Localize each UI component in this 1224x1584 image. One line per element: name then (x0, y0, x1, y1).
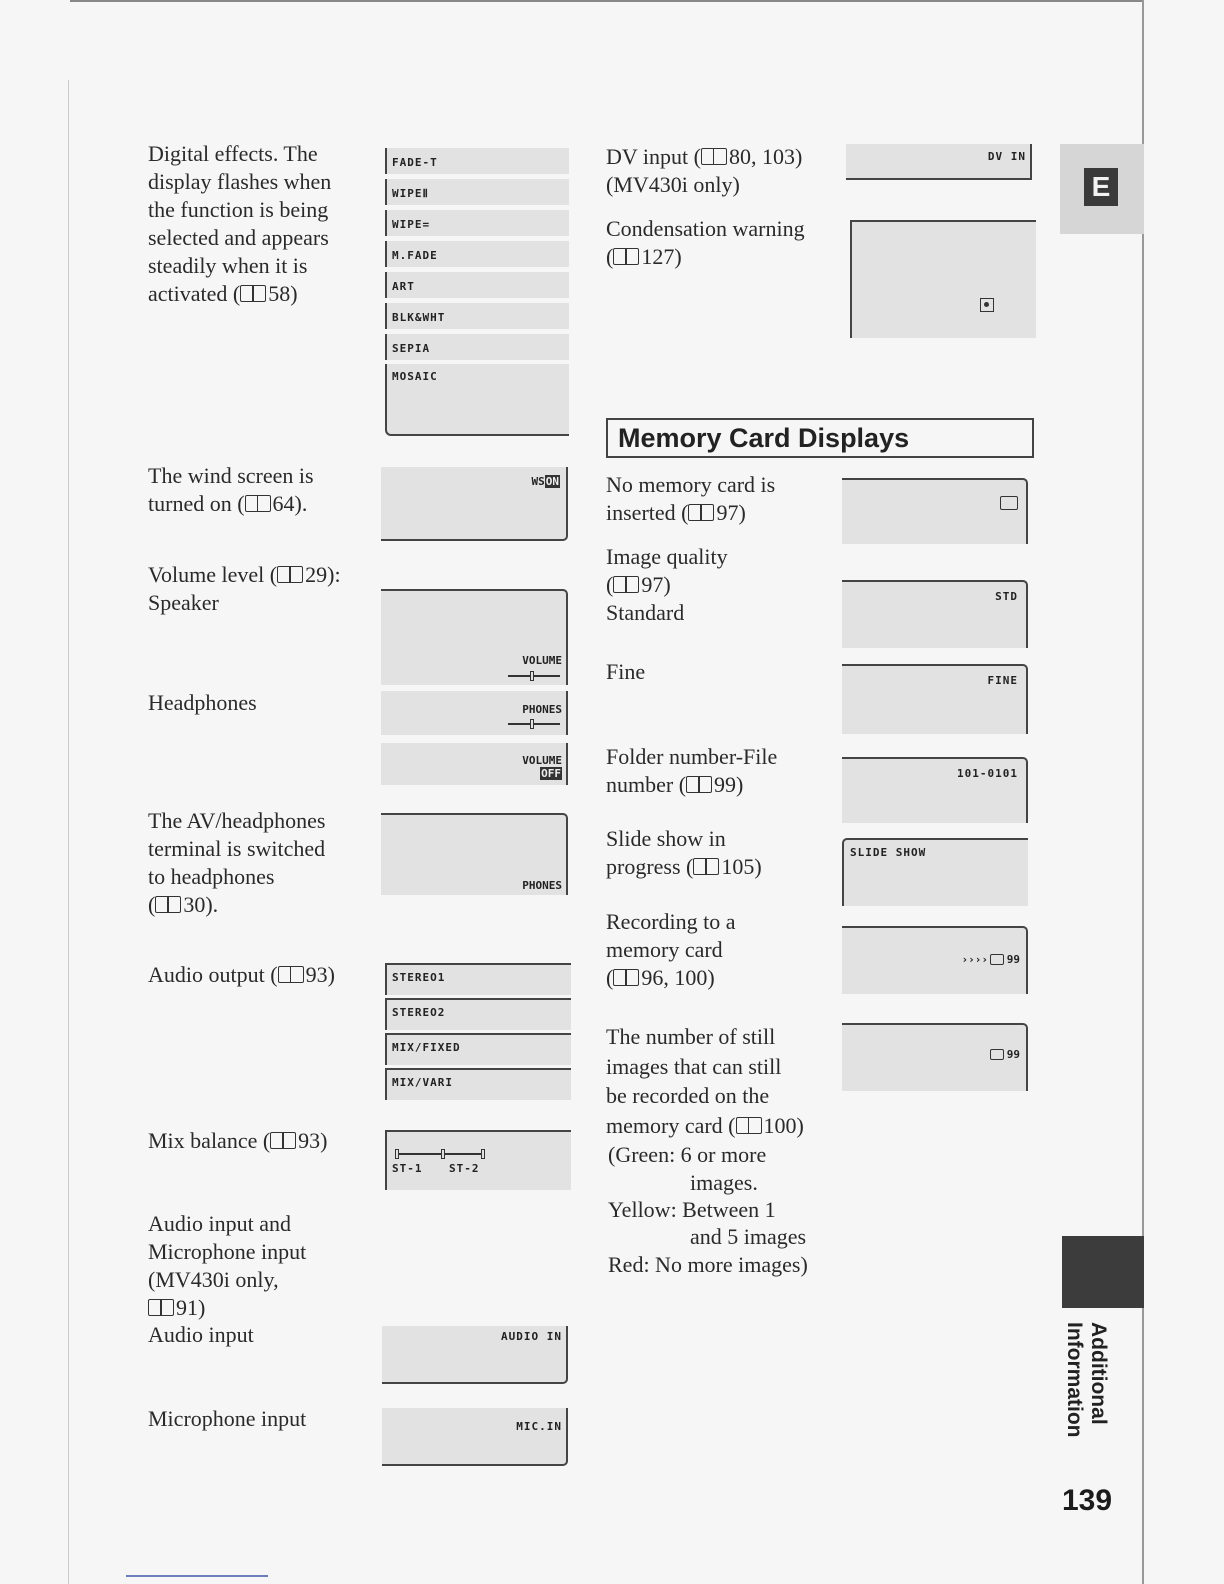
effect-screen-3 (385, 210, 569, 236)
std-label: STD (995, 590, 1018, 603)
remaining-count: 99 (1006, 1048, 1020, 1061)
condensation-display (850, 220, 1036, 338)
audio-input-text: Audio input (148, 1322, 254, 1347)
mix-balance-text: Mix balance ( 93) (148, 1128, 328, 1153)
digital-effects-text: Digital effects. The display flashes when the function is being selected and appears steadily when it is activated ( 58) (148, 141, 332, 306)
volume-off-display (381, 743, 568, 785)
effect-screen-8 (385, 364, 569, 436)
section-title: Memory Card Displays (618, 423, 910, 453)
off-indicator: OFF (541, 767, 561, 780)
audio-output-label: STEREO2 (392, 1006, 446, 1019)
effect-label: WIPE= (392, 218, 431, 231)
book-icon (736, 1117, 762, 1134)
folder-file-text: Folder number-File number ( 99) (606, 744, 778, 797)
book-icon (155, 896, 181, 913)
slide-show-label: SLIDE SHOW (850, 846, 927, 859)
memory-card-icon (1000, 496, 1018, 510)
effect-label: FADE-T (392, 156, 438, 169)
effect-label: M.FADE (392, 249, 438, 262)
book-icon (245, 495, 271, 512)
st1-label: ST-1 (392, 1162, 423, 1175)
section-title-box (606, 418, 1034, 458)
effect-screen-5 (385, 272, 569, 298)
image-quality-text: Image quality ( 97) Standard (606, 544, 728, 625)
effect-label: SEPIA (392, 342, 431, 355)
dv-in-label: DV IN (987, 150, 1026, 163)
headphones-text: Headphones (148, 690, 257, 715)
red-note: Red: No more images) (608, 1252, 808, 1277)
recording-arrows: ›››› (961, 953, 988, 966)
mic-input-display (382, 1408, 568, 1466)
audio-mic-input-text: Audio input and Microphone input (MV430i only, 91) (148, 1211, 307, 1320)
book-icon (277, 566, 303, 583)
effect-label: ART (392, 280, 415, 293)
av-headphones-display (381, 813, 568, 895)
fine-label: FINE (987, 674, 1018, 687)
green-note-2: images. (690, 1170, 758, 1195)
st2-label: ST-2 (449, 1162, 480, 1175)
headphones-volume-display (381, 691, 568, 735)
yellow-note: Yellow: Between 1 (608, 1197, 776, 1222)
audio-output-label: MIX/VARI (392, 1076, 453, 1089)
book-icon (613, 969, 639, 986)
audio-output-screen-1 (385, 963, 571, 995)
wind-screen-text: The wind screen is turned on ( 64). (148, 463, 314, 516)
av-headphones-text: The AV/headphones terminal is switched to headphones ( 30). (148, 808, 326, 917)
microphone-input-text: Microphone input (148, 1406, 307, 1431)
volume-label: VOLUME (522, 654, 562, 667)
standard-quality-display (842, 580, 1028, 648)
headphones-level-bar (508, 723, 560, 725)
audio-output-screen-3 (385, 1033, 571, 1065)
dv-input-display (846, 144, 1032, 180)
effect-screen-4 (385, 241, 569, 267)
effect-label: MOSAIC (392, 370, 438, 383)
book-icon (240, 285, 266, 302)
memory-card-icon (990, 1049, 1004, 1060)
language-tab (1060, 144, 1144, 234)
chapter-tab-line-1: Additional (1087, 1322, 1110, 1425)
language-tab-letter: E (1084, 168, 1118, 206)
book-icon (278, 966, 304, 983)
no-card-display (842, 478, 1028, 544)
audio-output-screen-4 (385, 1068, 571, 1100)
book-icon (613, 576, 639, 593)
effect-screen-1 (385, 148, 569, 174)
effect-screen-2 (385, 179, 569, 205)
wind-screen-display (381, 467, 568, 541)
book-icon (688, 504, 714, 521)
book-icon (270, 1132, 296, 1149)
page-number: 139 (1062, 1484, 1113, 1517)
mix-balance-bar (395, 1153, 485, 1155)
book-icon (148, 1299, 174, 1316)
book-icon (701, 148, 727, 165)
folder-file-label: 101-0101 (957, 767, 1018, 780)
effect-screen-6 (385, 303, 569, 329)
no-card-text: No memory card is inserted ( 97) (606, 472, 776, 525)
chapter-tab-line-2: Information (1063, 1322, 1086, 1438)
audio-output-label: STEREO1 (392, 971, 446, 984)
dv-input-text: DV input ( 80, 103) (MV430i only) (606, 144, 803, 197)
page-edge-rule (1142, 0, 1144, 1584)
audio-output-screen-2 (385, 998, 571, 1030)
slide-show-text: Slide show in progress ( 105) (606, 826, 762, 879)
volume-level-bar (508, 675, 560, 677)
volume-label: VOLUME (522, 754, 562, 767)
condensation-text: Condensation warning ( 127) (606, 216, 805, 269)
audio-output-label: MIX/FIXED (392, 1041, 461, 1054)
still-images-text: The number of still images that can still be recorded on the memory card ( 100) (606, 1024, 804, 1138)
book-icon (693, 858, 719, 875)
mic-in-label: MIC.IN (516, 1420, 562, 1433)
binding-rule (68, 80, 69, 1584)
audio-input-display (382, 1326, 568, 1384)
volume-level-text: Volume level ( 29): Speaker (148, 562, 341, 615)
recording-text: Recording to a memory card ( 96, 100) (606, 909, 736, 990)
volume-speaker-display (381, 589, 568, 685)
slide-show-display (842, 838, 1028, 906)
green-note: (Green: 6 or more (608, 1142, 767, 1167)
fine-quality-display (842, 664, 1028, 734)
effect-label: BLK&WHT (392, 311, 446, 324)
memory-card-icon (990, 954, 1004, 965)
footer-rule (126, 1575, 268, 1577)
remaining-count: 99 (1006, 953, 1020, 966)
condensation-warning-icon (980, 298, 994, 312)
effect-screen-7 (385, 334, 569, 360)
audio-in-label: AUDIO IN (501, 1330, 562, 1343)
mix-balance-display (385, 1130, 571, 1190)
chapter-tab-marker (1062, 1236, 1144, 1308)
phones-label: PHONES (522, 879, 562, 892)
phones-label: PHONES (522, 703, 562, 716)
book-icon (613, 248, 639, 265)
ws-on-indicator: WSON (531, 475, 559, 488)
audio-output-text: Audio output ( 93) (148, 962, 335, 987)
chapter-tab-label (1060, 1318, 1116, 1478)
fine-text: Fine (606, 659, 646, 684)
effect-label: WIPEⅡ (392, 187, 429, 200)
top-rule (70, 0, 1144, 2)
yellow-note-2: and 5 images (690, 1224, 807, 1249)
book-icon (686, 776, 712, 793)
folder-file-display (842, 757, 1028, 823)
remaining-images-display (842, 1023, 1028, 1091)
recording-display (842, 926, 1028, 994)
